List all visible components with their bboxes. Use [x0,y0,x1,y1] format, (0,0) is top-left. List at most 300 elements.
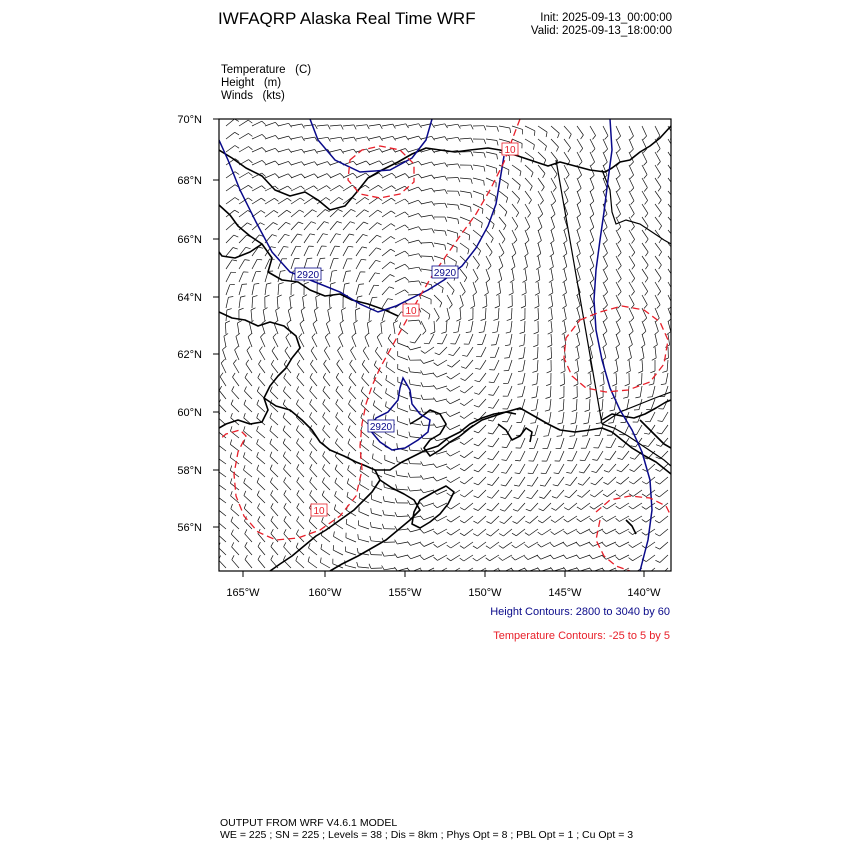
wind-barb-flag [419,267,422,271]
wind-barb-shaft [512,269,514,280]
wind-barb-shaft [616,256,621,266]
wind-barb-flag [223,346,227,349]
wind-barb-shaft [330,137,341,139]
wind-barb-flag [388,334,391,338]
wind-barb-flag [399,322,401,327]
wind-barb-shaft [437,464,447,468]
wind-barb-shaft [452,360,460,367]
wind-barb-shaft [465,386,474,393]
wind-barb-flag [469,235,470,240]
wind-barb-flag [432,229,434,234]
wind-barb-flag [348,426,350,431]
wind-barb-flag [359,284,364,285]
lat-label-58: 58°N [177,465,202,477]
wind-barb-shaft [492,490,499,498]
wind-barb-flag [590,266,594,269]
wind-barb-flag [244,478,246,483]
wind-barb-shaft [603,269,608,279]
wind-barb-flag [393,136,396,140]
wind-barb-shaft [629,295,634,305]
wind-barb-flag [217,479,218,484]
wind-barb-flag [304,282,309,284]
wind-barb-flag [602,531,606,534]
wind-barb-shaft [437,555,447,560]
wind-barb-flag [391,236,395,239]
wind-barb-shaft [313,324,317,334]
wind-barb-flag [434,557,438,560]
wind-barb-shaft [317,210,325,218]
wind-barb-flag [556,147,558,152]
wind-barb-flag [631,292,634,296]
wind-barb-flag [644,162,647,166]
wind-barb-flag [228,297,233,298]
wind-barb-flag [501,485,506,486]
wind-barb-flag [338,209,343,211]
wind-barb-shaft [382,299,388,308]
wind-barb-shaft [473,165,484,167]
wind-barb-shaft [424,542,434,547]
wind-barb-shaft [629,204,634,214]
wind-barb-shaft [385,433,395,438]
wind-barb-shaft [616,308,621,318]
wind-barb-shaft [381,323,382,334]
wind-barb-shaft [577,178,581,188]
wind-barb-flag [604,253,608,257]
wind-barb-flag [326,198,330,201]
wind-barb-flag [274,210,278,213]
wind-barb-flag [488,407,493,408]
wind-barb-shaft [621,464,629,472]
wind-barb-flag [458,178,460,183]
wind-barb-flag [284,477,286,481]
wind-barb-flag [521,157,522,162]
wind-barb-shaft [555,516,564,523]
wind-barb-flag [377,235,382,237]
wind-barb-shaft [373,405,382,412]
wind-barb-flag [432,136,435,140]
wind-barb-flag [655,560,660,562]
wind-barb-shaft [523,360,525,371]
wind-barb-shaft [343,173,353,178]
wind-barb-flag [525,521,529,523]
wind-barb-shaft [577,217,580,227]
wind-barb-shaft [291,198,300,204]
wind-barb-shaft [473,230,482,237]
wind-barb-flag [231,530,233,535]
wind-barb-flag [642,507,646,510]
wind-barb-shaft [310,404,317,412]
wind-barb-shaft [633,490,642,496]
wind-barb-flag [532,384,537,385]
wind-barb-shaft [395,199,405,204]
wind-barb-flag [267,283,272,284]
wind-barb-flag [577,201,581,204]
wind-barb-shaft [564,373,565,384]
wind-barb-flag [348,465,350,470]
wind-barb-shaft [633,516,642,522]
temperature-contour-legend: Temperature Contours: -25 to 5 by 5 [493,630,670,642]
wind-barb-shaft [369,124,380,126]
wind-barb-shaft [549,412,551,423]
wind-barb-shaft [243,444,252,451]
wind-barb-flag [217,492,218,497]
wind-barb-shaft [335,456,343,464]
wind-barb-shaft [486,282,488,293]
wind-barb-flag [473,558,477,561]
wind-barb-flag [297,490,299,494]
wind-barb-shaft [525,126,535,131]
wind-barb-shaft [291,149,302,152]
wind-barb-shaft [343,149,354,152]
wind-barb-flag [314,307,318,310]
wind-barb-shaft [297,469,304,477]
wind-barb-flag [310,386,312,390]
wind-barb-shaft [561,438,564,449]
wind-barb-flag [274,198,278,201]
wind-barb-flag [356,308,361,310]
wind-barb-shaft [408,124,419,126]
wind-barb-flag [388,299,393,300]
wind-barb-shaft [629,321,633,331]
wind-barb-shaft [447,164,458,165]
wind-barb-flag [492,224,494,229]
wind-barb-shaft [596,464,603,473]
wind-barb-shaft [338,351,344,361]
wind-barb-shaft [512,191,520,199]
wind-barb-shaft [395,225,405,230]
wind-barb-shaft [522,399,525,410]
wind-barb-shaft [271,547,278,555]
wind-barb-flag [655,547,659,549]
wind-barb-shaft [437,373,447,377]
wind-barb-shaft [465,373,473,381]
wind-barb-flag [543,436,548,437]
wind-barb-shaft [511,321,512,332]
wind-barb-shaft [597,451,603,460]
wind-barb-flag [649,384,654,385]
wind-barb-flag [481,223,482,228]
wind-barb-flag [527,497,532,498]
wind-barb-shaft [567,555,577,559]
wind-barb-shaft [473,152,484,153]
wind-barb-shaft [642,347,644,358]
wind-barb-flag [234,235,239,237]
wind-barb-shaft [536,399,538,410]
wind-barb-flag [310,477,312,482]
wind-barb-flag [420,530,424,534]
wind-barb-flag [297,503,299,507]
wind-barb-flag [617,318,621,322]
wind-barb-shaft [616,373,617,384]
wind-barb-shaft [616,360,618,371]
wind-barb-shaft [278,136,289,139]
wind-barb-shaft [499,256,503,266]
wind-barb-flag [323,234,328,235]
wind-barb-flag [551,214,555,217]
wind-barb-flag [245,555,247,559]
wind-barb-shaft [603,282,608,292]
wind-barb-flag [432,188,435,192]
wind-barb-flag [650,371,655,373]
wind-barb-shaft [651,399,655,409]
wind-barb-flag [617,227,620,231]
wind-barb-flag [468,319,473,321]
wind-barb-shaft [499,126,510,128]
wind-barb-shaft [450,399,460,404]
wind-barb-shaft [642,230,648,239]
wind-barb-flag [530,186,532,191]
wind-barb-flag [580,460,585,461]
wind-barb-flag [231,504,233,509]
wind-barb-shaft [397,555,408,558]
wind-barb-shaft [232,547,239,555]
wind-barb-shaft [595,477,603,485]
wind-barb-shaft [408,174,418,178]
wind-barb-flag [604,149,608,153]
wind-barb-flag [435,353,440,355]
wind-barb-shaft [512,282,513,293]
wind-barb-flag [271,503,273,507]
wind-barb-shaft [580,555,590,559]
longitude-labels [226,587,661,599]
wind-barb-shaft [478,438,486,446]
wind-barb-flag [420,556,424,559]
wind-barb-flag [579,162,582,166]
wind-barb-flag [300,320,304,323]
wind-barb-shaft [343,246,348,256]
wind-barb-shaft [356,272,360,282]
wind-barb-flag [659,200,662,204]
wind-barb-flag [284,465,286,470]
wind-barb-shaft [667,360,668,371]
wind-barb-shaft [555,529,565,535]
wind-barb-shaft [304,222,311,230]
wind-barb-flag [447,519,451,522]
wind-barb-flag [299,222,304,224]
wind-barb-shaft [533,464,538,474]
wind-barb-flag [517,199,519,204]
wind-barb-shaft [628,386,629,397]
wind-barb-shaft [265,223,273,231]
wind-barb-flag [630,318,633,322]
wind-barb-flag [373,401,375,406]
wind-barb-flag [327,174,331,178]
wind-barb-flag [296,543,298,548]
wind-barb-flag [542,187,545,191]
wind-barb-shaft [603,126,608,136]
wind-barb-flag [501,472,506,473]
wind-barb-flag [334,531,335,536]
wind-barb-shaft [277,297,278,308]
wind-barb-shaft [577,308,580,319]
wind-barb-shaft [369,248,376,256]
wind-barb-shaft [350,364,356,373]
height-label-3: 2920 [369,422,393,433]
wind-barb-flag [445,176,448,180]
wind-barb-flag [659,252,662,256]
wind-barb-flag [518,371,523,372]
wind-barb-shaft [603,152,607,162]
wind-barb-flag [456,319,461,321]
wind-barb-flag [563,280,567,283]
wind-barb-shaft [257,482,265,490]
wind-barb-flag [302,124,305,128]
wind-barb-flag [605,459,610,460]
wind-barb-flag [487,522,492,524]
wind-barb-shaft [371,527,382,529]
wind-barb-shaft [219,404,227,412]
wind-barb-flag [667,332,671,335]
wind-barb-shaft [521,412,525,422]
wind-barb-flag [313,320,317,323]
wind-barb-shaft [646,529,655,535]
wind-barb-shaft [395,277,405,282]
wind-barb-flag [338,347,341,351]
wind-barb-flag [296,426,298,431]
wind-barb-flag [531,410,536,411]
wind-barb-shaft [529,529,538,535]
wind-barb-flag [297,516,299,520]
wind-barb-flag [442,288,443,293]
wind-barb-flag [271,247,276,248]
wind-barb-flag [383,510,384,515]
wind-barb-flag [335,478,337,483]
wind-barb-shaft [337,364,343,373]
wind-barb-flag [630,175,634,179]
wind-barb-flag [487,497,492,499]
wind-barb-flag [315,125,317,129]
wind-barb-shaft [473,269,478,279]
wind-barb-shaft [226,132,235,139]
wind-barb-shaft [590,373,591,384]
wind-barb-shaft [629,360,630,371]
wind-barb-flag [322,478,324,483]
height-contours [219,119,652,571]
wind-barb-shaft [239,210,248,217]
wind-barb-shaft [348,470,356,477]
wind-barb-flag [662,371,667,372]
wind-barb-shaft [247,350,252,360]
wind-barb-shaft [642,178,647,188]
wind-barb-flag [432,175,435,179]
wind-barb-shaft [467,347,473,356]
wind-barb-shaft [258,508,266,516]
wind-barb-flag [545,410,550,411]
wind-barb-flag [658,174,661,178]
wind-barb-flag [576,555,579,559]
wind-barb-shaft [382,249,391,256]
wind-barb-shaft [629,282,635,292]
wind-barb-shaft [323,430,330,438]
wind-barb-shaft [304,174,314,178]
wind-barb-flag [297,373,299,378]
wind-barb-flag [446,426,450,430]
wind-barb-shaft [336,417,343,425]
wind-barb-flag [519,345,524,346]
wind-barb-flag [576,345,580,348]
wind-barb-shaft [642,126,647,136]
wind-barb-shaft [248,337,252,347]
wind-barb-shaft [336,391,343,399]
wind-barb-flag [231,517,233,522]
wind-barb-flag [421,382,423,387]
wind-barb-shaft [290,297,291,308]
wind-barb-shaft [499,230,505,239]
wind-barb-shaft [231,521,239,529]
wind-barb-shaft [270,456,278,464]
wind-barb-shaft [377,337,382,347]
wind-barb-shaft [330,259,334,269]
wind-barb-shaft [567,529,577,534]
wind-barb-shaft [278,284,279,295]
wind-barb-flag [395,512,397,517]
wind-barb-shaft [593,555,603,559]
wind-barb-shaft [258,378,265,386]
wind-barb-shaft [603,230,607,240]
wind-barb-flag [420,489,423,493]
wind-barb-shaft [321,549,330,555]
wind-barb-shaft [620,503,629,509]
wind-barb-shaft [616,165,620,175]
wind-barb-flag [488,471,493,472]
wind-barb-shaft [512,243,516,253]
wind-barb-shaft [257,444,265,451]
wind-barb-shaft [478,451,486,459]
wind-barb-flag [235,198,239,201]
wind-barb-flag [547,371,552,373]
wind-barb-flag [249,173,253,176]
wind-barb-flag [244,400,246,405]
wind-barb-flag [630,162,634,166]
wind-barb-shaft [563,399,564,410]
wind-barb-flag [300,198,304,201]
wind-barb-flag [407,346,410,350]
wind-barb-flag [271,555,273,559]
wind-barb-shaft [525,139,534,145]
wind-barb-flag [257,259,262,260]
wind-barb-shaft [655,347,656,358]
wind-barb-shaft [278,149,289,152]
wind-barb-shaft [590,308,594,318]
wind-barb-flag [247,347,250,351]
wind-barb-flag [525,533,529,536]
wind-barb-shaft [629,230,635,239]
wind-barb-shaft [447,295,452,305]
wind-barb-shaft [486,269,490,279]
wind-barb-flag [366,173,370,176]
wind-barb-shaft [329,297,330,308]
wind-barb-shaft [538,191,544,201]
wind-barb-shaft [659,516,668,523]
wind-barb-shaft [382,161,392,165]
wind-barb-flag [572,410,577,412]
wind-barb-shaft [508,399,513,409]
wind-barb-shaft [464,529,473,536]
wind-barb-shaft [375,351,382,360]
wind-barb-shaft [246,364,252,373]
wind-barb-shaft [629,334,632,345]
wind-barb-shaft [659,490,668,497]
wind-barb-shaft [398,356,408,360]
wind-barb-shaft [291,234,297,243]
wind-barb-shaft [551,295,553,306]
wind-barb-flag [291,282,296,284]
wind-barb-flag [233,373,236,377]
wind-barb-flag [512,533,516,536]
wind-barb-flag [592,460,597,461]
wind-barb-shaft [230,444,239,451]
wind-barb-shaft [602,399,603,410]
